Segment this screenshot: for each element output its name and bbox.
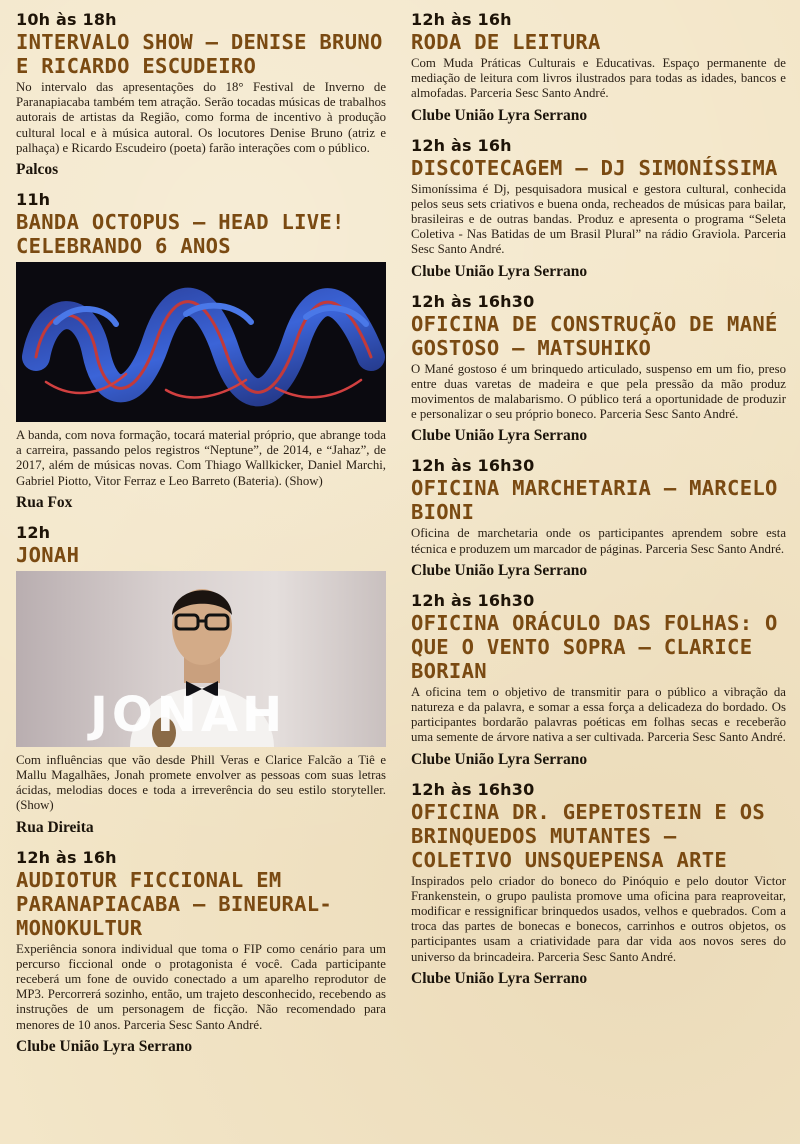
event-location: Rua Direita (16, 818, 94, 836)
event-gepetostein (411, 780, 786, 989)
event-description: A banda, com nova formação, tocará material próprio, que abrange toda a carreira, passando pelos registros “Neptune”, de 2014, e “Jahaz”, de 2017, além de músicas novas. Com Thiago Wallkicker, Daniel Marchi, Gabriel Piotto, Vitor Ferraz e Leo Barreto (Bateria). (Show) (16, 428, 386, 488)
event-time: 12h às 16h (16, 847, 117, 867)
event-time: 11h (16, 190, 51, 210)
octopus-band-logo-image (16, 262, 386, 422)
event-time: 12h às 16h (411, 135, 512, 155)
event-description: Com influências que vão desde Phill Veras e Clarice Falcão a Tiê e Mallu Magalhães, Jonah promete envolver as pessoas com suas letras ácidas, melodias doces e toda a irreverência do seu estilo storyteller. (Show) (16, 752, 386, 813)
event-time: 12h às 16h30 (411, 291, 535, 311)
event-time: 10h às 18h (16, 10, 117, 29)
event-location: Clube União Lyra Serrano (411, 969, 588, 987)
event-time: 12h às 16h30 (411, 590, 535, 610)
event-description: Com Muda Práticas Culturais e Educativas. Espaço permanente de mediação de leitura com livros ilustrados para todas as idades, bancos e almofadas. Parceria Sesc Santo André. (411, 56, 786, 101)
event-location: Clube União Lyra Serrano (411, 561, 588, 579)
event-location: Clube União Lyra Serrano (16, 1037, 193, 1055)
event-location: Clube União Lyra Serrano (411, 427, 588, 445)
event-discotecagem (411, 136, 786, 282)
event-location: Clube União Lyra Serrano (411, 750, 588, 768)
event-oraculo-das-folhas (411, 591, 786, 770)
right-column (411, 10, 786, 999)
event-description: Oficina de marchetaria onde os participantes aprendem sobre esta técnica e produzem um marcador de páginas. Parceria Sesc Santo André. (411, 526, 786, 556)
event-audiotur (16, 848, 386, 1057)
octopus-logo-graphic (16, 262, 386, 422)
event-title: OFICINA ORÁCULO DAS FOLHAS: O QUE O VENTO SOPRA – CLARICE BORIAN (411, 610, 778, 683)
event-roda-de-leitura (411, 10, 786, 126)
event-location: Clube União Lyra Serrano (411, 262, 588, 280)
event-time: 12h às 16h (411, 10, 512, 29)
event-title: OFICINA DR. GEPETOSTEIN E OS BRINQUEDOS MUTANTES – COLETIVO UNSQUEPENSA ARTE (411, 799, 765, 872)
event-title: OFICINA DE CONSTRUÇÃO DE MANÉ GOSTOSO – MATSUHIKO (411, 311, 778, 360)
event-title: DISCOTECAGEM – DJ SIMONÍSSIMA (411, 155, 778, 180)
event-title: INTERVALO SHOW – DENISE BRUNO E RICARDO ESCUDEIRO (16, 30, 383, 78)
event-description: O Mané gostoso é um brinquedo articulado, suspenso em um fio, preso entre duas varetas de madeira e que pela pressão da mão produz movimentos de malabarismo. O público terá a oportunidade de produzir e personalizar o seu próprio boneco. Parceria Sesc Santo André. (411, 361, 786, 422)
event-jonah (16, 523, 386, 838)
event-time: 12h às 16h30 (411, 779, 535, 799)
event-time: 12h (16, 522, 51, 542)
left-column (16, 10, 386, 1067)
jonah-artist-photo (16, 571, 386, 747)
event-description: No intervalo das apresentações do 18° Festival de Inverno de Paranapiacaba também tem atração. Serão tocadas músicas de trabalhos autorais de artistas da Região, como forma de incentivo à produção cultural local e à música autoral. Os locutores Denise Bruno (atriz e palhaça) e Ricardo Escudeiro (poeta) farão interações com o público. (16, 80, 386, 155)
event-intervalo-show (16, 10, 386, 180)
event-marchetaria (411, 456, 786, 580)
event-title: RODA DE LEITURA (411, 30, 601, 54)
event-title: AUDIOTUR FICCIONAL EM PARANAPIACABA – BINEURAL-MONOKULTUR (16, 867, 333, 940)
jonah-photo-caption: JONAH (90, 686, 287, 743)
event-mane-gostoso (411, 292, 786, 447)
event-banda-octopus (16, 190, 386, 513)
event-description: A oficina tem o objetivo de transmitir para o público a vibração da natureza e da palavra, e somar a essa força a delicadeza do bordado. Os participantes bordarão palavras poéticas em folhas secas e receberão uma semente de árvore nativa a ser cultivada. Parceria Sesc Santo André. (411, 684, 786, 745)
event-location: Clube União Lyra Serrano (411, 106, 588, 124)
event-title: JONAH (16, 542, 80, 567)
event-location: Rua Fox (16, 493, 73, 511)
event-description: Inspirados pelo criador do boneco do Pinóquio e pelo doutor Victor Frankenstein, o grupo paulista promove uma oficina para reaproveitar, modificar e ressignificar brinquedos usados, velhos e quebrados. Com a troca das partes de bonecas e bonecos, carrinhos e outros objetos, os participantes usam a criatividade para dar vida aos novos seres do universo da brincadeira. Parceria Sesc Santo André. (411, 873, 786, 964)
event-description: Simoníssima é Dj, pesquisadora musical e gestora cultural, conhecida pelos seus sets criativos e buena onda, recheados de músicas para bailar, brasileiras e de outras bandas. Produz e apresenta o programa “Seleta Coletiva - Nas Batidas de um Brasil Plural” na rádio Graviola. Parceria Sesc Santo André. (411, 181, 786, 257)
event-title: OFICINA MARCHETARIA – MARCELO BIONI (411, 476, 778, 525)
event-location: Palcos (16, 161, 59, 179)
event-description: Experiência sonora individual que toma o FIP como cenário para um percurso ficcional onde o protagonista é você. Cada participante receberá um fone de ouvido conectado a um aparelho reprodutor de MP3. Percorrerá sozinho, então, um trajeto desconhecido, recebendo as instruções de um personagem de ficção. Não recomendado para menores de 10 anos. Parceria Sesc Santo André. (16, 941, 386, 1032)
event-time: 12h às 16h30 (411, 456, 535, 476)
event-title: BANDA OCTOPUS – HEAD LIVE! CELEBRANDO 6 ANOS (16, 210, 345, 259)
